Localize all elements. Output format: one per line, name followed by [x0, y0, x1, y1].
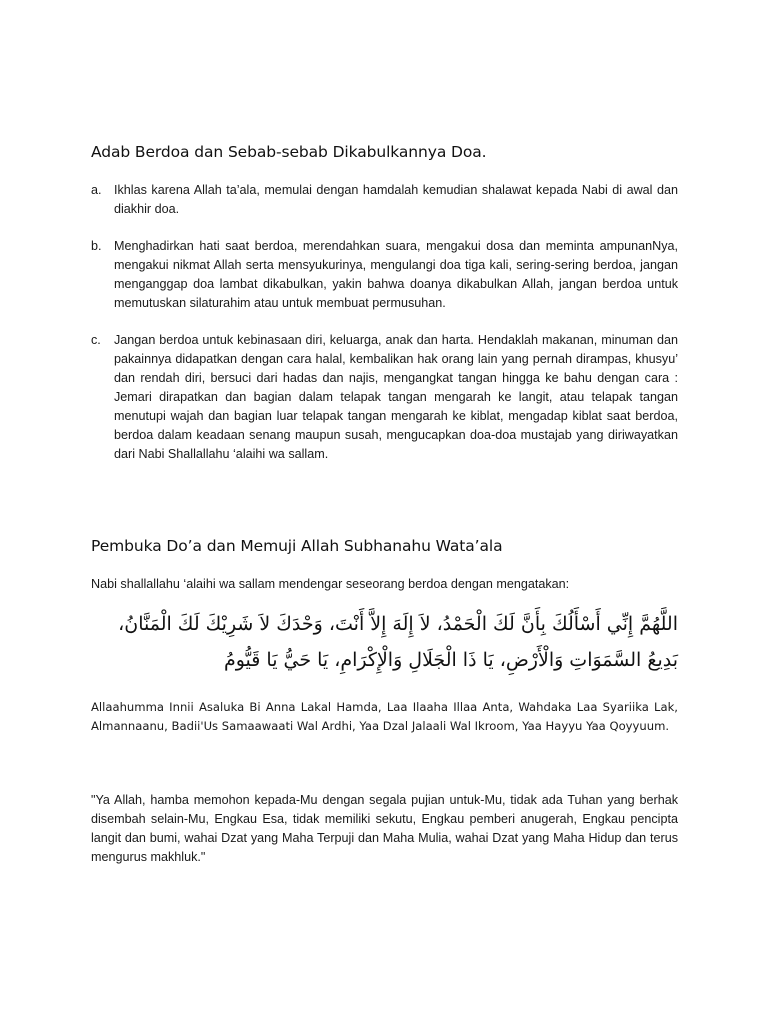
list-marker: c.: [91, 333, 101, 347]
list-item-text: Menghadirkan hati saat berdoa, merendahkan suara, mengakui dosa dan meminta ampunanNya, mengakui nikmat Allah serta mensyukurinya, mengulangi doa tiga kali, sering-sering berdoa, jangan menganggap doa lambat dikabulkan, yakin bahwa doanya dikabulkan Allah, jangan berdoa untuk memutuskan silaturahim atau untuk membuat permusuhan.: [114, 239, 678, 310]
intro-paragraph: Nabi shallallahu ‘alaihi wa sallam mendengar seseorang berdoa dengan mengatakan:: [91, 577, 570, 591]
list-item-text: Jangan berdoa untuk kebinasaan diri, keluarga, anak dan harta. Hendaklah makanan, minuman dan pakainnya didapatkan dengan cara halal, kembalikan hak orang lain yang pernah dirampas, khusyu’ dan rendah diri, bersuci dari hadas dan najis, mengangkat tangan hingga ke bahu dengan cara : Jemari dirapatkan dan bagian dalam telapak tangan mengarah ke langit, atau telapak tangan menutupi wajah dan bagian luar telapak tangan mengarah ke kiblat, mengadap kiblat saat berdoa, berdoa dalam keadaan senang maupun susah, mengucapkan doa-doa mustajab yang diriwayatkan dari Nabi Shallallahu ‘alaihi wa sallam.: [114, 333, 678, 461]
list-marker: b.: [91, 239, 102, 253]
section-heading-adab-berdoa: Adab Berdoa dan Sebab-sebab Dikabulkannya Doa.: [91, 143, 487, 161]
list-item: [91, 237, 678, 313]
adab-list: [91, 181, 678, 482]
translation-paragraph: "Ya Allah, hamba memohon kepada-Mu dengan segala pujian untuk-Mu, tidak ada Tuhan yang berhak disembah selain-Mu, Engkau Esa, tidak memiliki sekutu, Engkau pemberi anugerah, Engkau pencipta langit dan bumi, wahai Dzat yang Maha Terpuji dan Maha Mulia, wahai Dzat yang Maha Hidup dan terus mengurus makhluk.": [91, 793, 678, 864]
section-heading-pembuka-doa: Pembuka Do’a dan Memuji Allah Subhanahu Wata’ala: [91, 537, 503, 555]
list-item: [91, 331, 678, 464]
transliteration-paragraph: Allaahumma Innii Asaluka Bi Anna Lakal Hamda, Laa Ilaaha Illaa Anta, Wahdaka Laa Syariika Lak, Almannaanu, Badii'Us Samaawaati Wal Ardhi, Yaa Dzal Jalaali Wal Ikroom, Yaa Hayyu Yaa Qoyyuum.: [91, 700, 678, 733]
list-item: [91, 181, 678, 219]
list-marker: a.: [91, 183, 102, 197]
arabic-prayer-text: اللَّهُمَّ إِنِّي أَسْأَلُكَ بِأَنَّ لَكَ الْحَمْدُ، لاَ إِلَهَ إِلاَّ أَنْتَ، وَحْدَكَ لاَ شَرِيْكَ لَكَ الْمَنَّانُ، بَدِيعُ السَّمَوَاتِ وَالْأَرْضِ، يَا ذَا الْجَلَالِ وَالْإِكْرَامِ، يَا حَيُّ يَا قَيُّومُ: [118, 613, 678, 671]
list-item-text: Ikhlas karena Allah ta’ala, memulai dengan hamdalah kemudian shalawat kepada Nabi di awal dan diakhir doa.: [114, 183, 678, 216]
